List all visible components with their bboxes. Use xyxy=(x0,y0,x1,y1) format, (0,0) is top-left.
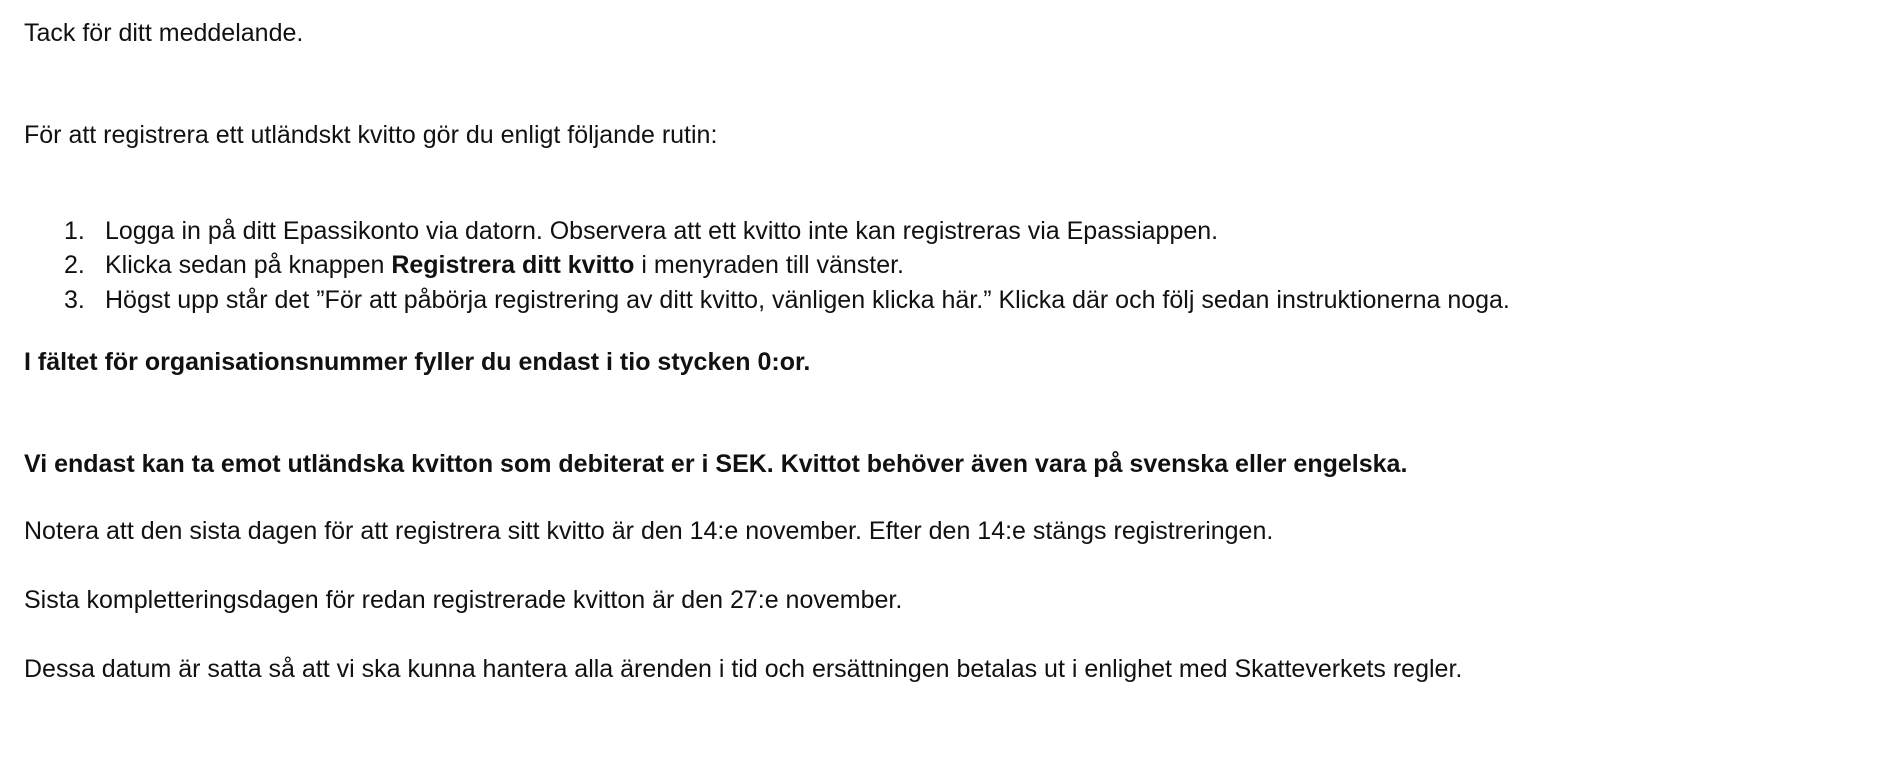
step-text: Klicka sedan på knappen xyxy=(105,251,392,279)
list-item xyxy=(64,250,904,280)
currency-note: Vi endast kan ta emot utländska kvitton som debiterat er i SEK. Kvittot behöver även vara på svenska eller engelska. xyxy=(24,450,1408,478)
list-item xyxy=(64,216,1218,246)
reason-note: Dessa datum är satta så att vi ska kunna hantera alla ärenden i tid och ersättningen betalas ut i enlighet med Skatteverkets regler. xyxy=(24,655,1463,683)
step-text: Högst upp står det ”För att påbörja registrering av ditt kvitto, vänligen klicka här.” Klicka där och följ sedan instruktionerna noga. xyxy=(105,286,1510,314)
list-number: 3. xyxy=(64,286,85,314)
org-number-note: I fältet för organisationsnummer fyller du endast i tio stycken 0:or. xyxy=(24,348,811,376)
list-number: 1. xyxy=(64,217,85,245)
greeting: Tack för ditt meddelande. xyxy=(24,19,304,47)
register-button-name: Registrera ditt kvitto xyxy=(391,251,635,279)
completion-note: Sista kompletteringsdagen för redan registrerade kvitton är den 27:e november. xyxy=(24,586,903,614)
deadline-note: Notera att den sista dagen för att registrera sitt kvitto är den 14:e november. Efter den 14:e stängs registreringen. xyxy=(24,517,1274,545)
list-item xyxy=(64,285,1510,315)
list-number: 2. xyxy=(64,251,85,279)
step-text: i menyraden till vänster. xyxy=(634,251,905,279)
step-text: Logga in på ditt Epassikonto via datorn. Observera att ett kvitto inte kan registreras via Epassiappen. xyxy=(105,217,1219,245)
intro-text: För att registrera ett utländskt kvitto gör du enligt följande rutin: xyxy=(24,121,718,149)
